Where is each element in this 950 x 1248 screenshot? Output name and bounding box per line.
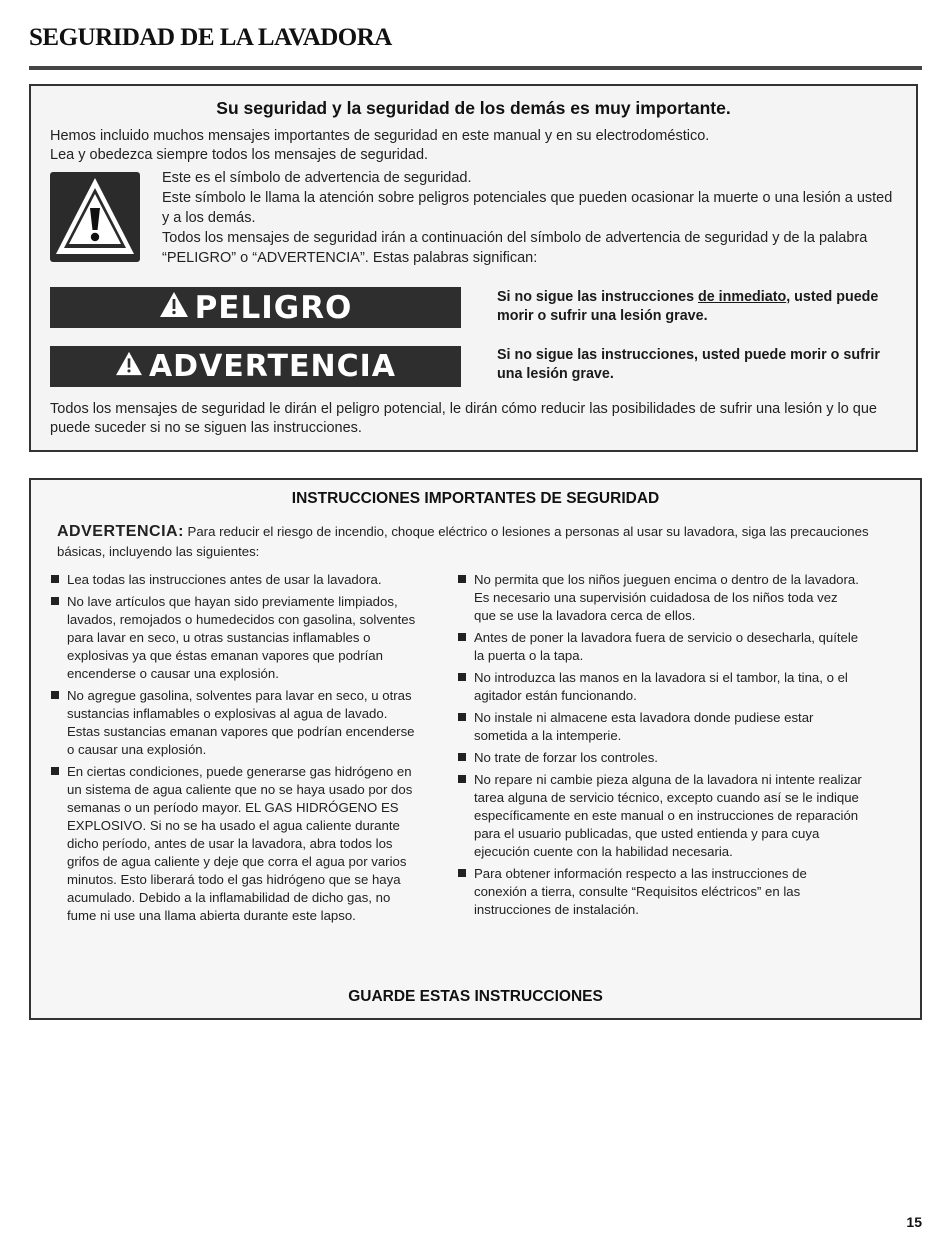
- list-item: [51, 687, 421, 759]
- title-rule: [29, 66, 922, 70]
- square-bullet-icon: [51, 767, 59, 775]
- square-bullet-icon: [51, 691, 59, 699]
- right-column: [458, 571, 863, 923]
- instructions-heading: INSTRUCCIONES IMPORTANTES DE SEGURIDAD: [291, 490, 660, 507]
- list-item: [458, 709, 863, 745]
- peligro-label: PELIGRO: [194, 289, 353, 326]
- instructions-box: [29, 478, 922, 1020]
- item-text: No trate de forzar los controles.: [474, 750, 658, 765]
- item-text: Lea todas las instrucciones antes de usar la lavadora.: [67, 572, 382, 587]
- item-text: Para obtener información respecto a las instrucciones de conexión a tierra, consulte “Requisitos eléctricos” en las instrucciones de instalación.: [474, 866, 807, 917]
- item-text: No permita que los niños jueguen encima o dentro de la lavadora. Es necesario una supervisión cuidadosa de los niños toda vez que se use la lavadora cerca de ellos.: [474, 572, 859, 623]
- advertencia-bar: [50, 346, 461, 387]
- warning-triangle-icon: [50, 172, 140, 262]
- list-item: [458, 629, 863, 665]
- peligro-desc-underlined: de inmediato: [698, 289, 787, 305]
- advertencia-label: ADVERTENCIA: [148, 349, 397, 384]
- page-title: SEGURIDAD DE LA LAVADORA: [29, 24, 392, 51]
- list-item: [51, 593, 421, 683]
- symbol-line-3: Todos los mensajes de seguridad irán a continuación del símbolo de advertencia de seguridad y de la palabra “PELIGRO” o “ADVERTENCIA”. Estas palabras significan:: [162, 230, 868, 266]
- page-number: 15: [906, 1214, 922, 1230]
- list-item: [458, 571, 863, 625]
- square-bullet-icon: [458, 575, 466, 583]
- square-bullet-icon: [458, 775, 466, 783]
- item-text: En ciertas condiciones, puede generarse gas hidrógeno en un sistema de agua caliente que no se haya usado por dos semanas o un período mayor. EL GAS HIDRÓGENO ES EXPLOSIVO. Si no se ha usado el agua caliente durante dicho período, antes de usar la lavadora, abra todos los grifos de agua caliente y deje que corra el agua por varios minutos. Esto liberará todo el gas hidrógeno que se haya acumulado. Debido a la inflamabilidad de dicho gas, no fume ni use una llama abierta durante este lapso.: [67, 764, 413, 923]
- peligro-desc-before: Si no sigue las instrucciones: [497, 289, 699, 305]
- square-bullet-icon: [458, 713, 466, 721]
- warning-triangle-icon: [159, 290, 189, 326]
- square-bullet-icon: [458, 869, 466, 877]
- square-bullet-icon: [458, 753, 466, 761]
- item-text: Antes de poner la lavadora fuera de servicio o desecharla, quítele la puerta o la tapa.: [474, 630, 859, 663]
- square-bullet-icon: [51, 575, 59, 583]
- safety-intro: [50, 127, 709, 165]
- safety-box: [29, 84, 918, 452]
- list-item: [458, 771, 863, 861]
- advertencia-intro: [57, 522, 887, 562]
- advertencia-text: Para reducir el riesgo de incendio, choque eléctrico o lesiones a personas al usar su lavadora, siga las precauciones básicas, incluyendo las siguientes:: [57, 524, 869, 559]
- safety-closing: Todos los mensajes de seguridad le dirán el peligro potencial, le dirán cómo reducir las posibilidades de sufrir una lesión y lo que puede suceder si no se siguen las instrucciones.: [50, 401, 877, 436]
- square-bullet-icon: [458, 633, 466, 641]
- item-text: No instale ni almacene esta lavadora donde pudiese estar sometida a la intemperie.: [474, 710, 814, 743]
- item-text: No repare ni cambie pieza alguna de la lavadora ni intente realizar tarea alguna de servicio técnico, excepto cuando así se le indique específicamente en este manual o en instrucciones de reparación para el usuario publicadas, que usted entienda y para cuya ejecución cuente con la habilidad necesaria.: [474, 772, 862, 859]
- list-item: [51, 763, 421, 925]
- square-bullet-icon: [51, 597, 59, 605]
- item-text: No lave artículos que hayan sido previamente limpiados, lavados, remojados o humedecidos con gasolina, solventes para lavar en seco, u otras sustancias inflamables o explosivas ya que éstas emanan vapores que podrían encenderse o causar una explosión.: [67, 594, 416, 681]
- symbol-explanation: [162, 168, 902, 268]
- item-text: No introduzca las manos en la lavadora si el tambor, la tina, o el agitador están funcionando.: [474, 670, 848, 703]
- peligro-desc-after: , usted puede morir o sufrir una lesión grave.: [497, 289, 879, 324]
- list-item: [458, 865, 863, 919]
- warning-triangle-icon: [115, 349, 143, 384]
- list-item: [458, 669, 863, 705]
- list-item: [458, 749, 863, 767]
- intro-line-2: Lea y obedezca siempre todos los mensajes de seguridad.: [50, 147, 429, 163]
- peligro-description: [497, 288, 907, 326]
- advertencia-description: Si no sigue las instrucciones, usted puede morir o sufrir una lesión grave.: [497, 347, 880, 382]
- intro-line-1: Hemos incluido muchos mensajes importantes de seguridad en este manual y en su electrodoméstico.: [50, 128, 710, 144]
- item-text: No agregue gasolina, solventes para lavar en seco, u otras sustancias inflamables o explosivas al agua de lavado. Estas sustancias emanan vapores que podrían encenderse o causar una explosión.: [67, 688, 415, 757]
- symbol-line-1: Este es el símbolo de advertencia de seguridad.: [162, 170, 472, 186]
- save-instructions: GUARDE ESTAS INSTRUCCIONES: [348, 988, 603, 1005]
- list-item: [51, 571, 421, 589]
- symbol-line-2: Este símbolo le llama la atención sobre peligros potenciales que pueden ocasionar la muerte o una lesión a usted y a los demás.: [162, 190, 893, 226]
- square-bullet-icon: [458, 673, 466, 681]
- safety-heading: Su seguridad y la seguridad de los demás es muy importante.: [216, 98, 731, 118]
- advertencia-word: ADVERTENCIA:: [57, 523, 184, 540]
- peligro-bar: [50, 287, 461, 328]
- left-column: [51, 571, 421, 929]
